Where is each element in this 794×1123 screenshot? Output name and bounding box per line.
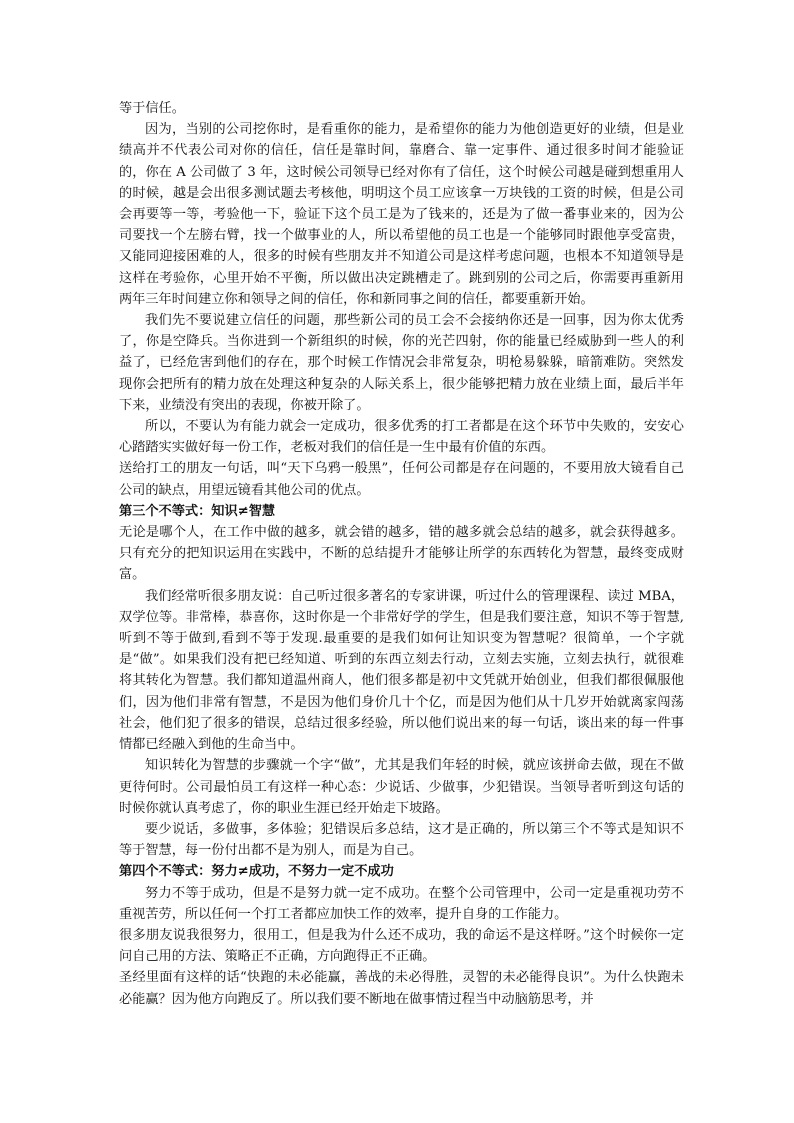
paragraph: 知识转化为智慧的步骤就一个字“做”，尤其是我们年轻的时候，就应该拼命去做，现在不做更待何时。公司最怕员工有这样一种心态：少说话、少做事，少犯错误。当领导者听到这句话的时候你就认真考虑了，你的职业生涯已经开始走下坡路。 bbox=[119, 758, 684, 816]
paragraph: 我们先不要说建立信任的问题，那些新公司的员工会不会接纳你还是一回事，因为你太优秀了，你是空降兵。当你进到一个新组织的时候，你的光芒四射，你的能量已经威胁到一些人的利益了，已经危害到他们的存在，那个时候工作情况会非常复杂，明枪易躲躲，暗箭难防。突然发现你会把所有的精力放在处理这种复杂的人际关系上，很少能够把精力放在业绩上面，最后半年下来，业绩没有突出的表现，你被开除了。 bbox=[119, 313, 684, 413]
section-heading: 第三个不等式：知识≠智慧 bbox=[119, 503, 276, 519]
paragraph: 无论是哪个人，在工作中做的越多，就会错的越多，错的越多就会总结的越多，就会获得越多。只有充分的把知识运用在实践中，不断的总结提升才能够让所学的东西转化为智慧，最终变成财富。 bbox=[119, 525, 684, 583]
paragraph: 送给打工的朋友一句话，叫“天下乌鸦一般黑”，任何公司都是存在问题的，不要用放大镜看自己公司的缺点，用望远镜看其他公司的优点。 bbox=[119, 461, 684, 498]
paragraph: 圣经里面有这样的话“快跑的未必能赢，善战的未必得胜，灵智的未必能得良识”。为什么快跑未必能赢？因为他方向跑反了。所以我们要不断地在做事情过程当中动脑筋思考，并 bbox=[119, 970, 684, 1007]
section-heading: 第四个不等式：努力≠成功，不努力一定不成功 bbox=[119, 864, 394, 880]
paragraph: 很多朋友说我很努力，很用工，但是我为什么还不成功，我的命运不是这样呀。”这个时候你一定问自己用的方法、策略正不正确，方向跑得正不正确。 bbox=[119, 927, 684, 965]
paragraph: 等于信任。 bbox=[119, 101, 185, 116]
paragraph: 努力不等于成功，但是不是努力就一定不成功。在整个公司管理中，公司一定是重视功劳不重视苦劳，所以任何一个打工者都应加快工作的效率，提升自身的工作能力。 bbox=[119, 885, 684, 922]
paragraph: 所以，不要认为有能力就会一定成功，很多优秀的打工者都是在这个环节中失败的，安安心心踏踏实实做好每一份工作，老板对我们的信任是一生中最有价值的东西。 bbox=[119, 419, 684, 456]
paragraph: 我们经常听很多朋友说：自己听过很多著名的专家讲课，听过什么的管理课程、读过 MBA，双学位等。非常棒，恭喜你，这时你是一个非常好学的学生，但是我们要注意，知识不等于智慧,听到不等于做到,看到不等于发现.最重要的是我们如何让知识变为智慧呢？很简单，一个字就是“做”。如果我们没有把已经知道、听到的东西立刻去行动，立刻去实施，立刻去执行，就很难将其转化为智慧。我们都知道温州商人，他们很多都是初中文凭就开始创业，但我们都很佩服他们，因为他们非常有智慧，不是因为他们身价几十个亿，而是因为他们从十几岁开始就离家闯荡社会，他们犯了很多的错误，总结过很多经验，所以他们说出来的每一句话，谈出来的每一件事情都已经融入到他的生命当中。 bbox=[119, 588, 684, 753]
document-page bbox=[119, 98, 684, 1010]
paragraph: 要少说话，多做事，多体验；犯错误后多总结，这才是正确的，所以第三个不等式是知识不等于智慧，每一份付出都不是为别人，而是为自己。 bbox=[119, 821, 684, 859]
paragraph: 因为，当别的公司挖你时，是看重你的能力，是希望你的能力为他创造更好的业绩，但是业绩高并不代表公司对你的信任，信任是靠时间，靠磨合、靠一定事件、通过很多时间才能验证的，你在 A 公司做了 3 年，这时候公司领导已经对你有了信任，这个时候公司越是碰到想重用人的时候，越是会出很多测试题去考核他，明明这个员工应该拿一万块钱的工资的时候，但是公司会再要等一等，考验他一下，验证下这个员工是为了钱来的，还是为了做一番事业来的，因为公司要找一个左膀右臂，找一个做事业的人，所以希望他的员工也是一个能够同时跟他享受富贵，又能同迎接困难的人，很多的时候有些朋友并不知道公司是这样考虑问题，也根本不知道领导是这样在考验你，心里开始不平衡，所以做出决定跳槽走了。跳到别的公司之后，你需要再重新用两年三年时间建立你和领导之间的信任，你和新同事之间的信任，都要重新开始。 bbox=[119, 122, 684, 307]
